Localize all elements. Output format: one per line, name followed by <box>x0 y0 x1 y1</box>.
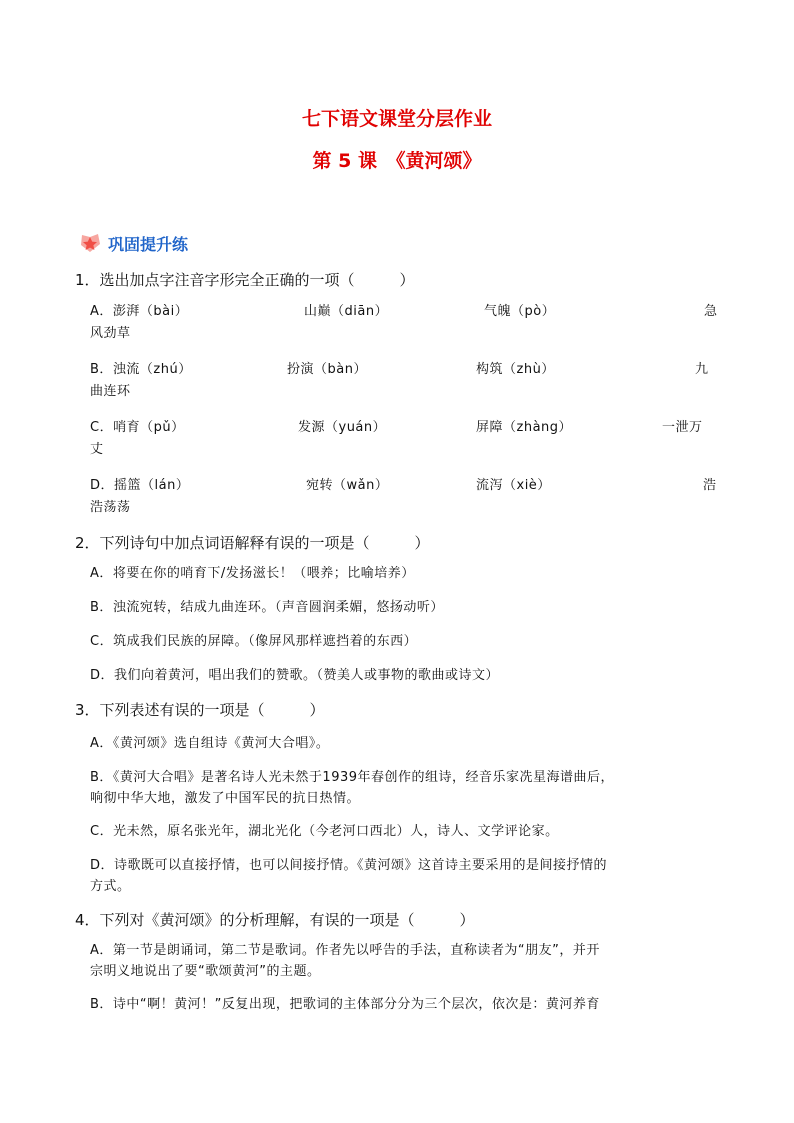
q1-option-c-3: 屏障（zhàng） <box>476 420 573 435</box>
q1-option-b-1: B．浊流（zhú） <box>90 362 192 377</box>
lesson-title: 第 5 课 《黄河颂》 <box>312 150 482 172</box>
q3-option-c: C．光未然，原名张光年，湖北光化（今老河口西北）人，诗人、文学评论家。 <box>90 824 559 839</box>
q2-option-d: D．我们向着黄河，唱出我们的赞歌。（赞美人或事物的歌曲或诗文） <box>90 668 500 683</box>
section-header <box>78 231 188 255</box>
q1-option-a-3: 气魄（pò） <box>484 304 556 319</box>
q1-option-a-2: 山巅（diān） <box>304 304 389 319</box>
question-3-stem: 3．下列表述有误的一项是（ ） <box>75 701 325 719</box>
q3-option-b-line1: B．《黄河大合唱》是著名诗人光未然于1939年春创作的组诗，经音乐家冼星海谱曲后， <box>90 770 615 785</box>
q1-option-b-3: 构筑（zhù） <box>476 362 555 377</box>
q1-option-c-2: 发源（yuán） <box>298 420 387 435</box>
question-1-stem: 1．选出加点字注音字形完全正确的一项（ ） <box>75 271 415 289</box>
q2-option-b: B．浊流宛转，结成九曲连环。（声音圆润柔媚，悠扬动听） <box>90 600 444 615</box>
document-title: 七下语文课堂分层作业 <box>301 108 492 130</box>
q1-option-d-2: 宛转（wǎn） <box>306 478 389 493</box>
q4-option-a-line2: 宗明义地说出了要“歌颂黄河”的主题。 <box>90 964 321 979</box>
q3-option-d-line2: 方式。 <box>90 879 131 894</box>
q1-option-b-4: 九 <box>695 362 709 377</box>
q1-option-d-4: 浩 <box>703 478 717 493</box>
q1-option-c-4: 一泄万 <box>662 420 703 435</box>
q3-option-b-line2: 响彻中华大地，激发了中国军民的抗日热情。 <box>90 791 361 806</box>
q1-option-d-1: D．摇篮（lán） <box>90 478 190 493</box>
q1-option-b-5: 曲连环 <box>90 384 131 399</box>
q1-option-a-4: 急 <box>704 304 718 319</box>
q1-option-a-5: 风劲草 <box>90 326 131 341</box>
q4-option-b-line1: B．诗中“啊！黄河！”反复出现，把歌词的主体部分分为三个层次，依次是：黄河养育 <box>90 997 600 1012</box>
q1-option-a-1: A．澎湃（bài） <box>90 304 189 319</box>
question-2-stem: 2．下列诗句中加点词语解释有误的一项是（ ） <box>75 534 430 552</box>
q2-option-a: A．将要在你的哨育下/发扬滋长！（喂养；比喻培养） <box>90 566 415 581</box>
q3-option-a: A．《黄河颂》选自组诗《黄河大合唱》。 <box>90 736 330 751</box>
section-label: 巩固提升练 <box>108 234 189 254</box>
q1-option-b-2: 扮演（bàn） <box>287 362 367 377</box>
q3-option-d-line1: D．诗歌既可以直接抒情，也可以间接抒情。《黄河颂》这首诗主要采用的是间接抒情的 <box>90 858 608 873</box>
question-4-stem: 4．下列对《黄河颂》的分析理解，有误的一项是（ ） <box>75 911 475 929</box>
star-icon <box>78 233 102 253</box>
q1-option-c-1: C．哨育（pǔ） <box>90 420 185 435</box>
q1-option-c-5: 丈 <box>90 442 104 457</box>
q1-option-d-5: 浩荡荡 <box>90 500 131 515</box>
q1-option-d-3: 流泻（xiè） <box>476 478 551 493</box>
q2-option-c: C．筑成我们民族的屏障。（像屏风那样遮挡着的东西） <box>90 634 418 649</box>
q4-option-a-line1: A．第一节是朗诵词，第二节是歌词。作者先以呼告的手法，直称读者为“朋友”，并开 <box>90 943 600 958</box>
